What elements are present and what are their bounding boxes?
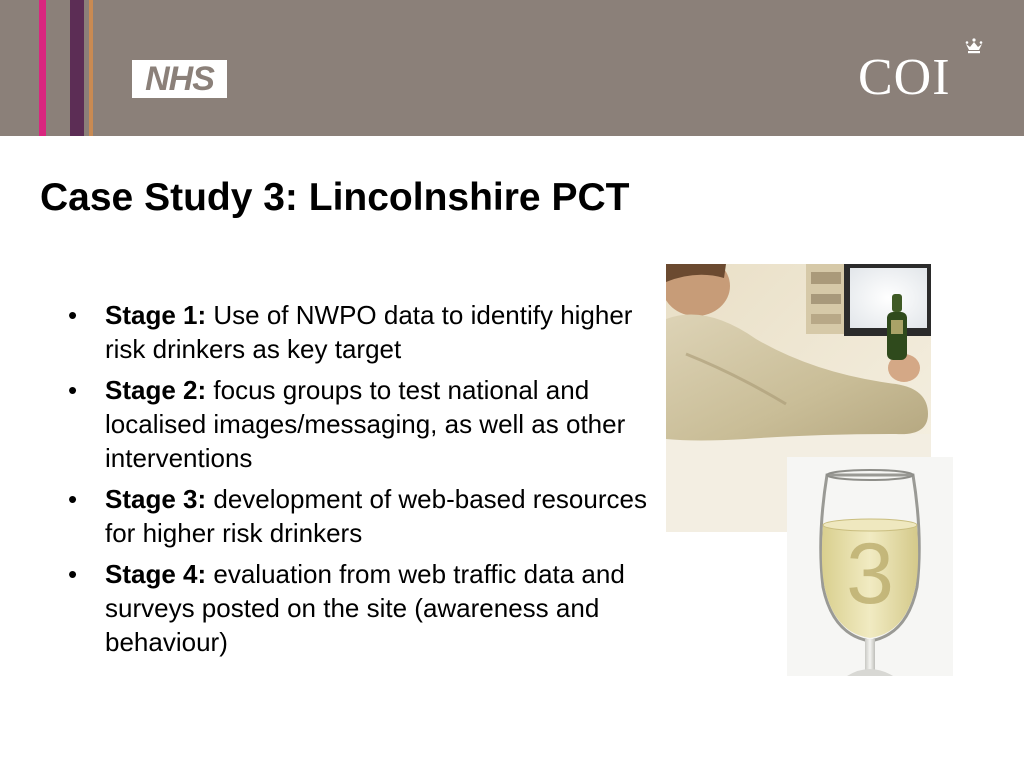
nhs-logo-text: NHS: [145, 60, 214, 98]
bullet-list: [68, 298, 648, 666]
pink-stripe: [39, 0, 46, 136]
bullet-label: Stage 2:: [105, 375, 207, 405]
bullet-item-stage-4: [68, 557, 648, 659]
orange-stripe: [89, 0, 93, 136]
bullet-dot: •: [68, 300, 78, 330]
bullet-dot: •: [68, 375, 78, 405]
wine-glass-digit: 3: [846, 526, 894, 622]
bullet-item-stage-3: [68, 482, 648, 550]
wine-glass-photo: [787, 457, 953, 676]
bullet-dot: •: [68, 484, 78, 514]
bullet-text: focus groups to test national and localised images/messaging, as well as other interventions: [105, 375, 626, 473]
crown-icon: [964, 38, 984, 54]
header-band: [0, 0, 1024, 136]
bullet-text: evaluation from web traffic data and surveys posted on the site (awareness and behaviour): [105, 559, 625, 657]
coi-logo: COI: [858, 49, 951, 106]
bullet-item-stage-2: [68, 373, 648, 475]
bullet-label: Stage 3:: [105, 484, 207, 514]
bullet-label: Stage 4:: [105, 559, 207, 589]
nhs-logo: [132, 60, 227, 98]
bullet-item-stage-1: [68, 298, 648, 366]
bullet-text: Use of NWPO data to identify higher risk drinkers as key target: [105, 300, 633, 364]
slide-title: Case Study 3: Lincolnshire PCT: [40, 176, 630, 219]
purple-stripe: [70, 0, 84, 136]
bullet-text: development of web-based resources for higher risk drinkers: [105, 484, 647, 548]
bullet-label: Stage 1:: [105, 300, 207, 330]
bullet-dot: •: [68, 559, 78, 589]
